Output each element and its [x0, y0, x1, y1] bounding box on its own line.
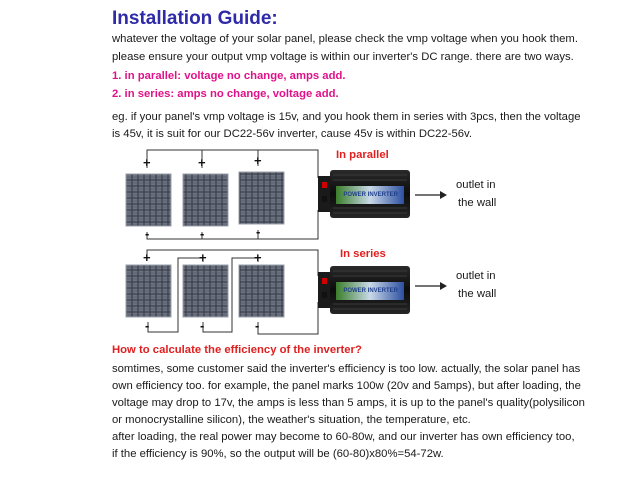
parallel-panel-2	[183, 174, 228, 226]
series-wires	[147, 250, 318, 334]
parallel-panel-1	[126, 174, 171, 226]
series-outlet-line-2: the wall	[458, 288, 497, 300]
efficiency-line-4: or monocrystalline silicon), the weather's situation, the temperature, etc.	[112, 414, 471, 426]
parallel-plus-3: +	[254, 153, 262, 168]
series-panel-2	[183, 265, 228, 317]
parallel-wires	[147, 150, 318, 239]
series-label: In series	[340, 248, 386, 260]
series-plus-3: +	[254, 250, 262, 265]
series-minus-2: -	[200, 318, 205, 333]
series-minus-1: -	[145, 318, 150, 333]
efficiency-line-1: somtimes, some customer said the inverter's efficiency is too low. actually, the solar panel has	[112, 363, 581, 375]
efficiency-line-6: if the efficiency is 90%, so the output will be (60-80)x80%=54-72w.	[112, 448, 444, 460]
series-plus-1: +	[143, 250, 151, 265]
parallel-panel-3	[239, 172, 284, 224]
series-rule: 2. in series: amps no change, voltage add.	[112, 88, 339, 100]
series-outlet-line-1: outlet in	[456, 270, 496, 282]
intro-line-2: please ensure your output vmp voltage is within our inverter's DC range. there are two ways.	[112, 51, 574, 63]
series-plus-2: +	[199, 250, 207, 265]
series-minus-3: -	[255, 318, 260, 333]
series-arrow-icon	[415, 282, 447, 290]
parallel-label: In parallel	[336, 149, 389, 161]
efficiency-line-2: own efficiency too. for example, the panel marks 100w (20v and 5amps), but after loading, the	[112, 380, 581, 392]
efficiency-line-3: voltage may drop to 17v, the amps is less than 5 amps, it is up to the panel's quality(polysilicon	[112, 397, 585, 409]
parallel-arrow-icon	[415, 191, 447, 199]
parallel-outlet-line-2: the wall	[458, 197, 497, 209]
example-line-2: is 45v, it is suit for our DC22-56v inverter, cause 45v is within DC22-56v.	[112, 128, 472, 140]
parallel-minus-3: -	[256, 224, 261, 239]
series-panel-3	[239, 265, 284, 317]
page-title: Installation Guide:	[112, 8, 278, 29]
intro-line-1: whatever the voltage of your solar panel, please check the vmp voltage when you hook them.	[112, 33, 578, 45]
parallel-rule: 1. in parallel: voltage no change, amps add.	[112, 70, 346, 82]
parallel-minus-2: -	[200, 226, 205, 241]
parallel-plus-2: +	[198, 155, 206, 170]
parallel-inverter-brand: POWER INVERTER	[343, 192, 398, 198]
example-line-1: eg. if your panel's vmp voltage is 15v, and you hook them in series with 3pcs, then the voltage	[112, 111, 581, 123]
parallel-outlet-line-1: outlet in	[456, 179, 496, 191]
series-inverter-brand: POWER INVERTER	[343, 288, 398, 294]
parallel-minus-1: -	[145, 226, 150, 241]
parallel-plus-1: +	[143, 155, 151, 170]
efficiency-heading: How to calculate the efficiency of the inverter?	[112, 344, 362, 356]
efficiency-line-5: after loading, the real power may become to 60-80w, and our inverter has own efficiency too,	[112, 431, 575, 443]
series-panel-1	[126, 265, 171, 317]
